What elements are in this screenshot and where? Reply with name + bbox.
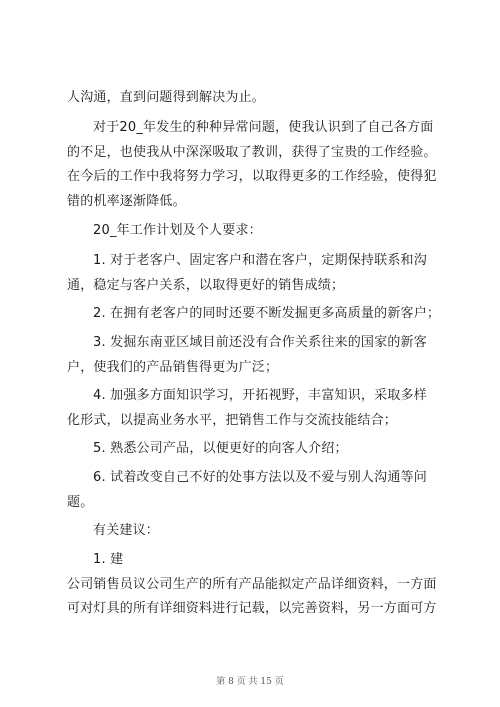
text-line: 对于20_年发生的种种异常问题，使我认识到了自己各方面 — [93, 120, 434, 135]
list-item-line: 3. 发掘东南亚区域目前还没有合作关系往来的国家的新客 — [93, 335, 427, 350]
page-number-footer: 第 8 页 共 15 页 — [216, 677, 284, 687]
list-item-line: 通，稳定与客户关系，以取得更好的销售成绩； — [67, 278, 345, 293]
list-item-line: 4. 加强多方面知识学习，开拓视野，丰富知识，采取多样 — [93, 388, 427, 403]
text-line: 可对灯具的所有详细资料进行记载，以完善资料，另一方面可方 — [67, 601, 437, 616]
list-item-line: 化形式，以提高业务水平，把销售工作与交流技能结合； — [67, 413, 398, 428]
text-line: 公司销售员议公司生产的所有产品能拟定产品详细资料，一方面 — [67, 577, 437, 592]
list-item-line: 2. 在拥有老客户的同时还要不断发掘更多高质量的新客户； — [93, 306, 441, 321]
list-item-line: 户，使我们的产品销售得更为广泛； — [67, 360, 279, 375]
list-item-line: 5. 熟悉公司产品，以便更好的向客人介绍； — [93, 441, 348, 456]
text-line: 在今后的工作中我将努力学习，以取得更多的工作经验，使得犯 — [67, 169, 437, 184]
list-item-line: 题。 — [67, 495, 94, 510]
text-line: 错的机率逐渐降低。 — [67, 194, 186, 209]
text-line: 20_年工作计划及个人要求： — [93, 223, 262, 238]
list-item-line: 6. 试着改变自己不好的处事方法以及不爱与别人沟通等问 — [93, 470, 427, 485]
list-item-line: 1. 对于老客户、固定客户和潜在客户，定期保持联系和沟 — [93, 253, 427, 268]
text-line: 的不足，也使我从中深深吸取了教训，获得了宝贵的工作经验。 — [67, 145, 437, 160]
section-heading: 有关建议： — [93, 523, 160, 538]
text-line: 人沟通，直到问题得到解决为止。 — [67, 90, 266, 105]
list-item-line: 1. 建 — [93, 552, 124, 567]
